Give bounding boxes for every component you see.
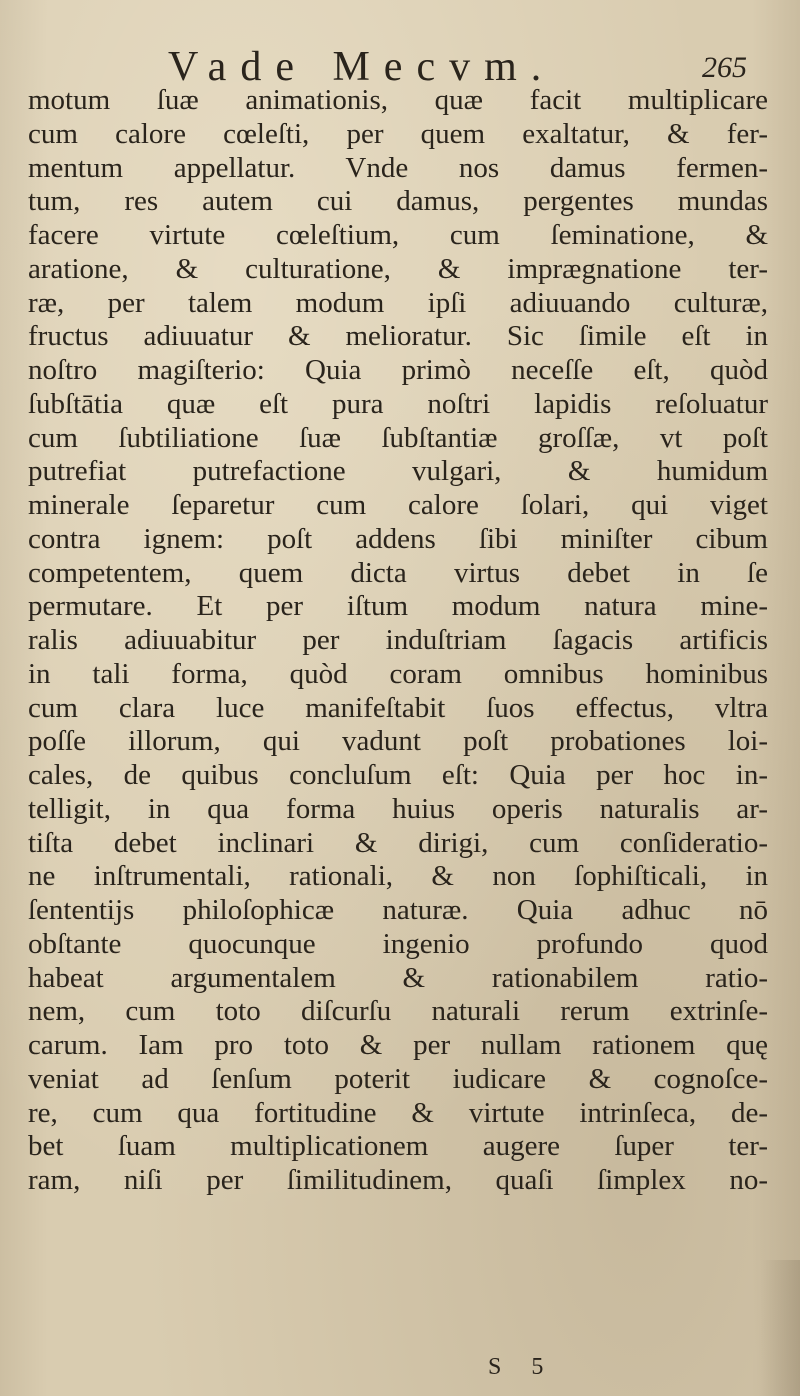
page-footer (0, 1352, 800, 1382)
text-line: tiſta debet inclinari & dirigi, cum conſideratio- (28, 826, 768, 859)
text-line: fructus adiuuatur & melioratur. Sic ſimile eſt in (28, 320, 768, 353)
text-line: ſententijs philoſophicæ naturæ. Quia adhuc nō (28, 894, 768, 926)
text-line: telligit, in qua forma huius operis naturalis ar- (28, 792, 768, 825)
text-line: noſtro magiſterio: Quia primò neceſſe eſt, quòd (28, 354, 768, 386)
text-line: ne inſtrumentali, rationali, & non ſophiſticali, in (28, 860, 768, 893)
text-line: cum ſubtiliatione ſuæ ſubſtantiæ groſſæ, vt poſt (28, 421, 768, 454)
text-line: ram, niſi per ſimilitudinem, quaſi ſimplex no- (28, 1164, 768, 1196)
text-line: facere virtute cœleſtium, cum ſeminatione, & (28, 219, 768, 251)
text-line: putrefiat putrefactione vulgari, & humidum (28, 455, 768, 488)
text-line: ralis adiuuabitur per induſtriam ſagacis artificis (28, 624, 768, 656)
text-line: carum. Iam pro toto & per nullam rationem quę (28, 1029, 768, 1061)
text-line: aratione, & culturatione, & imprægnatione ter- (28, 252, 768, 285)
body-text (28, 84, 768, 1198)
text-line: re, cum qua fortitudine & virtute intrinſeca, de- (28, 1096, 768, 1129)
page-number: 265 (702, 51, 747, 84)
text-line: cum clara luce manifeſtabit ſuos effectus, vltra (28, 691, 768, 724)
text-line: bet ſuam multiplicationem augere ſuper ter- (28, 1130, 768, 1163)
page-edge-shadow (760, 1260, 800, 1396)
text-line: in tali forma, quòd coram omnibus hominibus (28, 657, 768, 690)
text-line: veniat ad ſenſum poterit iudicare & cognoſce- (28, 1062, 768, 1095)
text-line: minerale ſeparetur cum calore ſolari, qui viget (28, 489, 768, 521)
text-line: permutare. Et per iſtum modum natura mine- (28, 590, 768, 623)
text-line: poſſe illorum, qui vadunt poſt probationes loi- (28, 725, 768, 758)
text-line: cales, de quibus concluſum eſt: Quia per hoc in- (28, 759, 768, 791)
text-line: nem, cum toto diſcurſu naturali rerum extrinſe- (28, 995, 768, 1028)
text-line: habeat argumentalem & rationabilem ratio- (28, 961, 768, 994)
text-line: obſtante quocunque ingenio profundo quod (28, 927, 768, 960)
text-line: motum ſuæ animationis, quæ facit multiplicare (28, 84, 768, 116)
text-line: ræ, per talem modum ipſi adiuuando culturæ, (28, 286, 768, 319)
text-line: cum calore cœleſti, per quem exaltatur, & fer- (28, 117, 768, 150)
text-line: ſubſtātia quæ eſt pura noſtri lapidis reſoluatur (28, 387, 768, 420)
text-line: contra ignem: poſt addens ſibi miniſter cibum (28, 522, 768, 555)
running-title: Vade Mecvm. (168, 44, 556, 90)
signature-mark: S 5 (488, 1354, 556, 1380)
text-line: tum, res autem cui damus, pergentes mundas (28, 185, 768, 218)
text-line: mentum appellatur. Vnde nos damus fermen- (28, 151, 768, 184)
text-line: competentem, quem dicta virtus debet in ſe (28, 556, 768, 589)
